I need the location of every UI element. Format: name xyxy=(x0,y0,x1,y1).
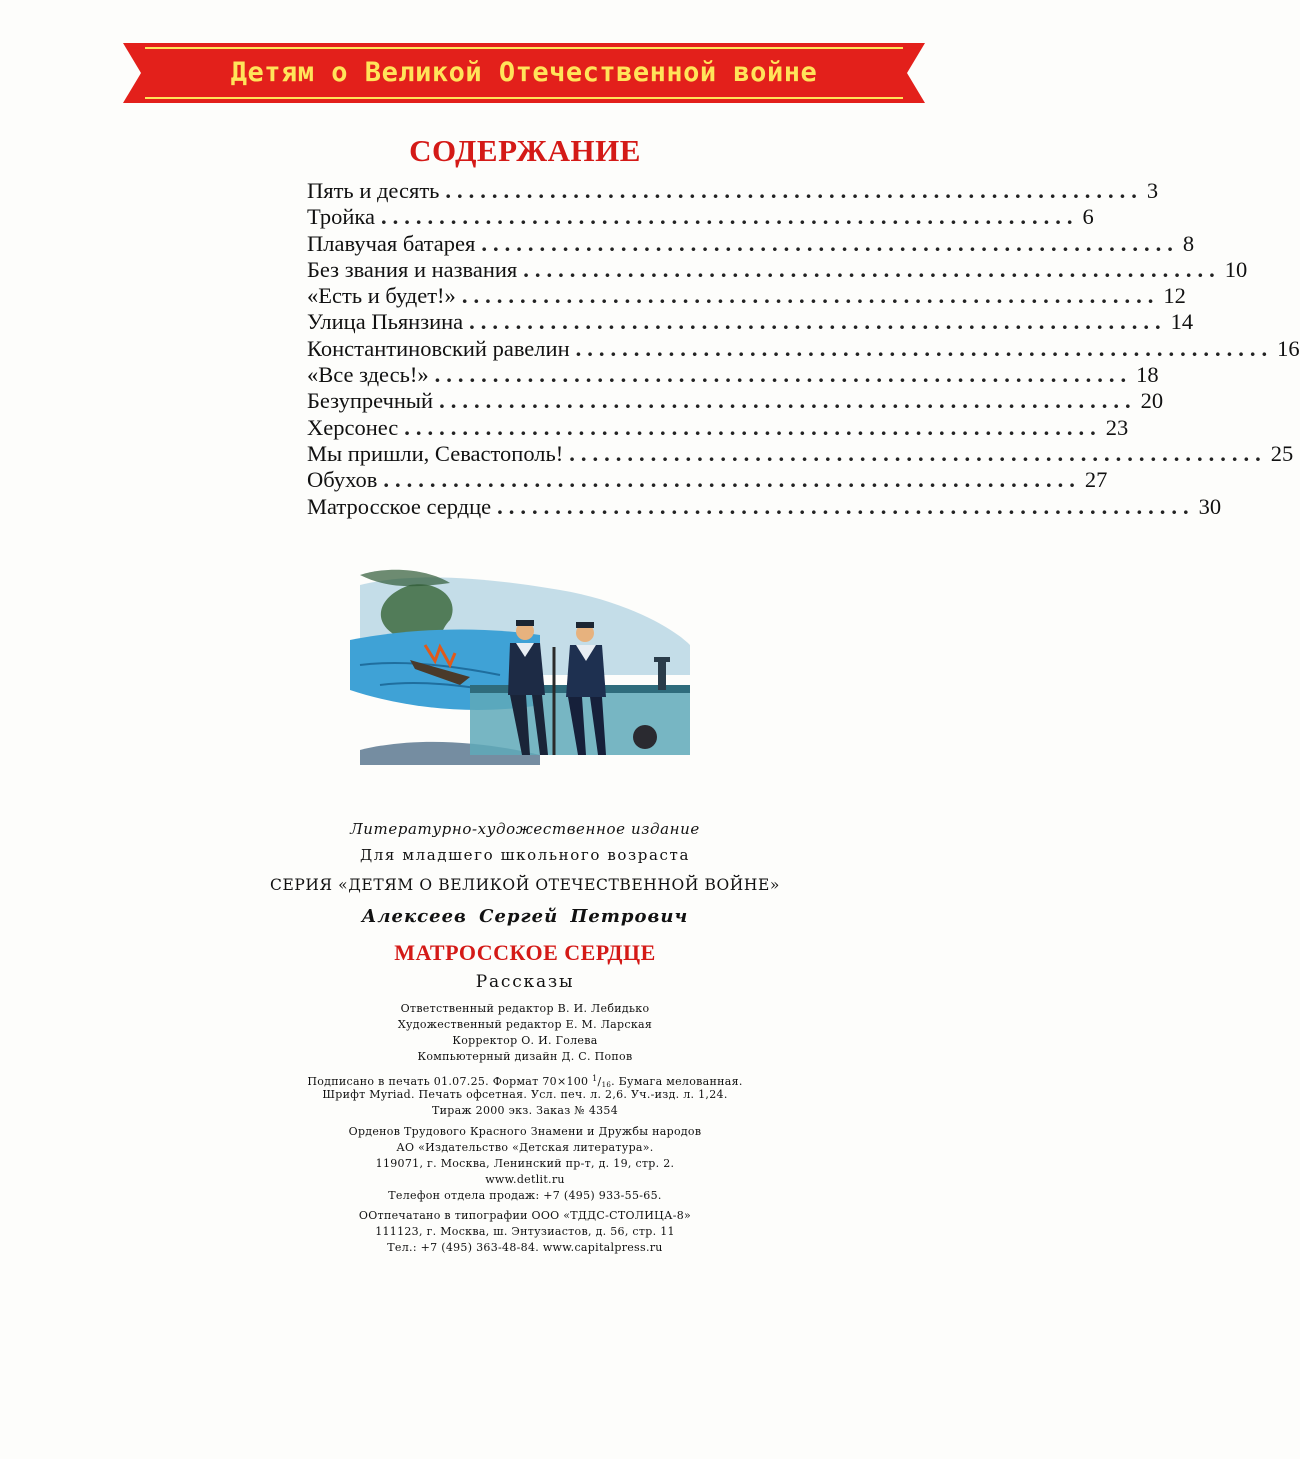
genre: Рассказы xyxy=(475,972,575,992)
toc-entry-page: 6 xyxy=(1082,204,1094,230)
toc-entry-title: Матросское сердце xyxy=(307,493,492,519)
publisher-info xyxy=(0,1124,1050,1204)
toc-entry-page: 20 xyxy=(1140,388,1164,414)
printer-info xyxy=(0,1208,1050,1256)
toc-entry-page: 30 xyxy=(1198,493,1222,519)
toc-leader-dots: ............................................................ xyxy=(497,493,1195,519)
toc-entry-page: 14 xyxy=(1170,309,1194,335)
toc-entry-title: Константиновский равелин xyxy=(307,335,570,361)
toc-entry xyxy=(307,256,1248,283)
toc-leader-dots: ............................................................ xyxy=(381,204,1079,230)
toc-leader-dots: ............................................................ xyxy=(439,388,1137,414)
toc-entry-title: Без звания и названия xyxy=(307,256,518,282)
series-name: СЕРИЯ «ДЕТЯМ О ВЕЛИКОЙ ОТЕЧЕСТВЕННОЙ ВОЙНЕ» xyxy=(269,876,781,894)
toc-entry-title: Улица Пьянзина xyxy=(307,309,464,335)
toc-title: СОДЕРЖАНИЕ xyxy=(409,133,641,168)
publisher-line: АО «Издательство «Детская литература». xyxy=(396,1141,654,1154)
credits xyxy=(0,1001,1050,1065)
credit-line: Художественный редактор Е. М. Ларская xyxy=(397,1018,653,1031)
toc-entry-title: Пять и десять xyxy=(307,178,440,203)
toc-entry-page: 23 xyxy=(1105,414,1129,440)
credit-line: Корректор О. И. Голева xyxy=(452,1034,598,1047)
toc-leader-dots: ............................................................ xyxy=(575,335,1274,361)
toc-leader-dots: ............................................................ xyxy=(383,467,1081,493)
format-fraction-den: 16 xyxy=(601,1081,612,1089)
toc-entry-page: 18 xyxy=(1136,362,1159,388)
toc-entry-page: 27 xyxy=(1084,467,1108,493)
toc-entry xyxy=(307,362,1159,388)
toc-entry xyxy=(307,204,1094,230)
toc-entry xyxy=(307,440,1294,467)
credit-line: Ответственный редактор В. И. Лебидько xyxy=(400,1002,650,1015)
print-line-text: . Бумага мелованная. xyxy=(611,1075,743,1088)
toc-entry-page: 8 xyxy=(1182,230,1195,256)
book-title: МАТРОССКОЕ СЕРДЦЕ xyxy=(394,940,656,965)
toc-entry-title: Тройка xyxy=(307,204,376,230)
toc-leader-dots: ............................................................ xyxy=(569,440,1267,466)
toc-entry-page: 12 xyxy=(1163,283,1186,309)
toc-entry-title: Мы пришли, Севастополь! xyxy=(307,440,564,466)
author-name: Алексеев Сергей Петрович xyxy=(361,906,689,927)
printer-line: ООтпечатано в типографии ООО «ТДДС-СТОЛИЦА-8» xyxy=(358,1209,692,1222)
toc-entry-page: 16 xyxy=(1277,335,1300,361)
toc-leader-dots: ............................................................ xyxy=(434,362,1133,388)
print-line xyxy=(0,1071,1050,1087)
toc-entry xyxy=(307,283,1186,309)
toc-entry-title: «Все здесь!» xyxy=(307,362,429,388)
toc-leader-dots: ............................................................ xyxy=(461,283,1160,309)
toc-entry-title: Херсонес xyxy=(307,414,399,440)
print-details xyxy=(0,1071,1050,1119)
publisher-line: www.detlit.ru xyxy=(485,1173,565,1186)
sailors-illustration xyxy=(340,565,700,779)
edition-type: Литературно-художественное издание xyxy=(350,820,700,838)
publisher-line: Телефон отдела продаж: +7 (495) 933-55-65. xyxy=(388,1189,662,1202)
toc-entry xyxy=(307,335,1300,362)
toc-leader-dots: ............................................................ xyxy=(469,309,1167,335)
toc-entry-title: Обухов xyxy=(307,467,378,493)
series-banner xyxy=(123,43,925,103)
toc-entry-title: «Есть и будет!» xyxy=(307,283,456,309)
publisher-line: 119071, г. Москва, Ленинский пр-т, д. 19, стр. 2. xyxy=(375,1157,675,1170)
age-group: Для младшего школьного возраста xyxy=(360,846,690,864)
toc-entry xyxy=(307,178,1159,204)
toc-entry-page: 25 xyxy=(1270,440,1294,466)
credit-line: Компьютерный дизайн Д. С. Попов xyxy=(417,1050,633,1063)
printer-line: Тел.: +7 (495) 363-48-84. www.capitalpress.ru xyxy=(387,1241,663,1254)
toc-entry xyxy=(307,414,1129,441)
toc-entry xyxy=(307,388,1164,414)
toc-entry xyxy=(307,493,1222,520)
toc-entry xyxy=(307,230,1195,257)
toc-leader-dots: ............................................................ xyxy=(481,230,1179,256)
toc-leader-dots: ............................................................ xyxy=(445,178,1143,203)
toc-leader-dots: ............................................................ xyxy=(404,414,1102,440)
toc-leader-dots: ............................................................ xyxy=(523,256,1221,282)
toc-entry-page: 10 xyxy=(1224,256,1248,282)
toc-entry xyxy=(307,309,1194,335)
toc-entry-page: 3 xyxy=(1146,178,1159,203)
toc-entry-title: Безупречный xyxy=(307,388,434,414)
format-fraction-sep: / xyxy=(597,1075,602,1088)
banner-title: Детям о Великой Отечественной войне xyxy=(230,57,818,88)
toc-entry xyxy=(307,467,1108,493)
print-line: Шрифт Myriad. Печать офсетная. Усл. печ. л. 2,6. Уч.-изд. л. 1,24. xyxy=(322,1088,728,1101)
format-fraction-num: 1 xyxy=(592,1074,598,1083)
print-line-text: Подписано в печать 01.07.25. Формат 70×100 xyxy=(307,1075,593,1088)
publisher-line: Орденов Трудового Красного Знамени и Дружбы народов xyxy=(348,1125,702,1138)
toc-entry-title: Плавучая батарея xyxy=(307,230,476,256)
table-of-contents xyxy=(307,178,1300,520)
printer-line: 111123, г. Москва, ш. Энтузиастов, д. 56, стр. 11 xyxy=(375,1225,675,1238)
print-line: Тираж 2000 экз. Заказ № 4354 xyxy=(431,1104,619,1117)
